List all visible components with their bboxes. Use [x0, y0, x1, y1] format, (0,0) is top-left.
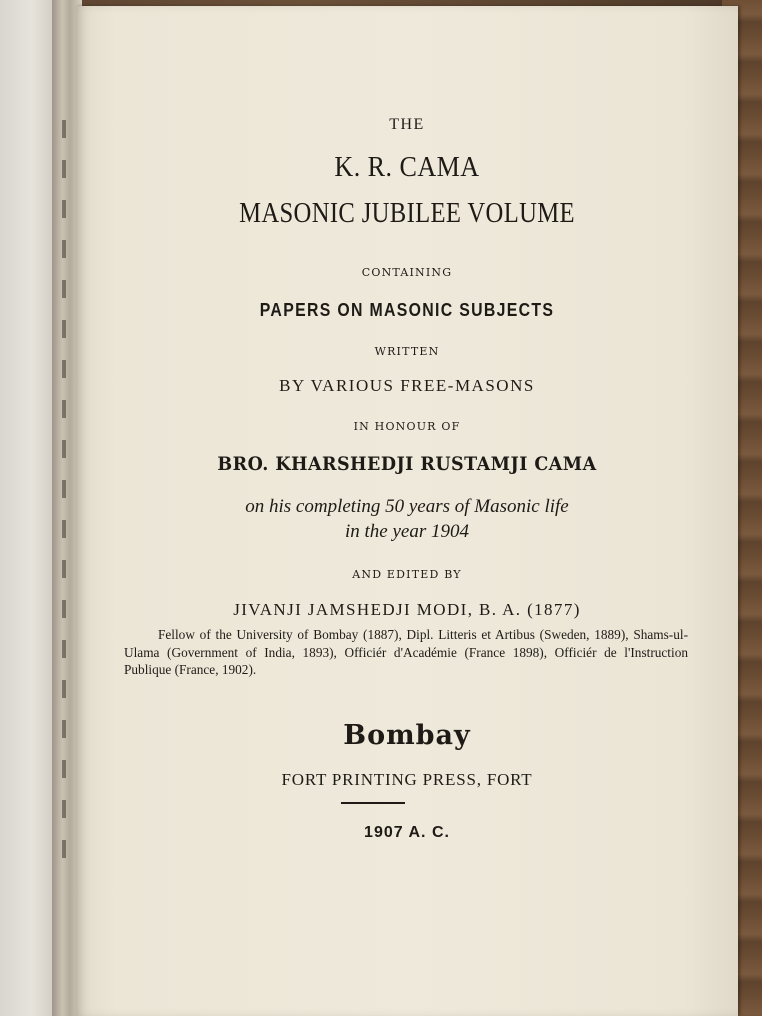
title-volume: MASONIC JUBILEE VOLUME	[239, 198, 575, 229]
in-honour-label: IN HONOUR OF	[353, 420, 461, 433]
edited-by-label: AND EDITED BY	[352, 568, 462, 581]
editor-credentials: Fellow of the University of Bombay (1887), Dipl. Litteris et Artibus (Sweden, 1889), Shams-ul-Ulama (Government of India, 1893), Officiér d'Académie (France 1898), Officiér de l'Instruction Publique (France, 1902).	[124, 627, 688, 677]
title-page	[76, 6, 738, 1016]
containing-label: CONTAINING	[361, 266, 453, 279]
left-page-edge	[0, 0, 58, 1016]
honoree-name: BRO. KHARSHEDJI RUSTAMJI CAMA	[217, 453, 597, 475]
printer-name: FORT PRINTING PRESS, FORT	[281, 770, 533, 789]
divider-rule	[341, 802, 405, 804]
title-the: THE	[389, 116, 425, 133]
papers-subtitle: PAPERS ON MASONIC SUBJECTS	[259, 300, 555, 320]
authors-line: BY VARIOUS FREE-MASONS	[279, 376, 535, 395]
editor-name: JIVANJI JAMSHEDJI MODI, B. A. (1877)	[233, 600, 581, 619]
occasion-line-1: on his completing 50 years of Masonic life	[245, 496, 569, 517]
publication-date: 1907 A. C.	[364, 824, 450, 841]
occasion-line-2: in the year 1904	[344, 521, 469, 542]
title-name: K. R. CAMA	[334, 151, 480, 183]
written-label: WRITTEN	[374, 345, 440, 358]
binding-stitch	[62, 120, 66, 880]
publication-place: Bombay	[343, 720, 471, 751]
